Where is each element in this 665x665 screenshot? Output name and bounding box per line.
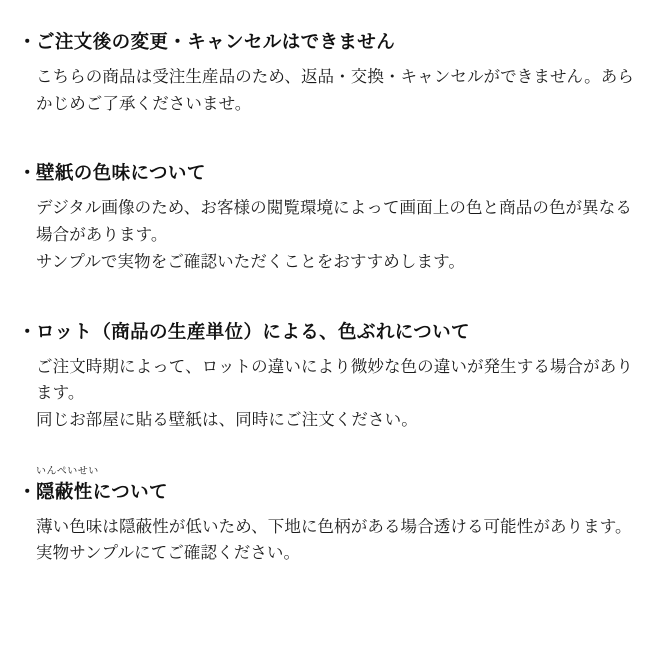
section-body [36, 514, 636, 567]
bullet-icon: ・ [18, 480, 37, 502]
notice-section-order-change [18, 30, 639, 117]
section-heading-text: 隠蔽性について [36, 480, 168, 502]
ruby-annotation: いんぺいせい [36, 465, 99, 477]
heading-wrap [18, 161, 639, 186]
section-heading [18, 30, 639, 55]
section-heading-text: ご注文後の変更・キャンセルはできません [36, 31, 396, 52]
body-paragraph: デジタル画像のため、お客様の閲覧環境によって画面上の色と商品の色が異なる場合があります。 [36, 199, 632, 245]
section-heading [18, 320, 639, 345]
section-heading-text: 壁紙の色味について [36, 162, 206, 184]
section-heading [18, 161, 639, 186]
bullet-icon: ・ [18, 162, 37, 184]
heading-wrap [18, 30, 639, 55]
body-paragraph: サンプルで実物をご確認いただくことをおすすめします。 [36, 252, 465, 271]
section-heading [18, 480, 639, 505]
body-paragraph: こちらの商品は受注生産品のため、返品・交換・キャンセルができません。あらかじめご了承くださいませ。 [36, 67, 634, 113]
heading-wrap [18, 320, 639, 345]
heading-wrap [18, 465, 639, 505]
section-body [36, 64, 636, 117]
body-paragraph: 薄い色味は隠蔽性が低いため、下地に色柄がある場合透ける可能性があります。実物サンプルにてご確認ください。 [36, 517, 632, 563]
body-paragraph: ご注文時期によって、ロットの違いにより微妙な色の違いが発生する場合があります。 [36, 357, 633, 403]
body-paragraph: 同じお部屋に貼る壁紙は、同時にご注文ください。 [36, 410, 418, 429]
bullet-icon: ・ [18, 320, 37, 342]
notice-section-opacity [18, 465, 639, 567]
notice-section-wallpaper-color [18, 161, 639, 275]
section-heading-text: ロット（商品の生産単位）による、色ぶれについて [36, 320, 470, 342]
section-body [36, 195, 636, 275]
section-body [36, 354, 636, 434]
notice-section-lot-variation [18, 320, 639, 434]
bullet-icon: ・ [18, 31, 37, 52]
